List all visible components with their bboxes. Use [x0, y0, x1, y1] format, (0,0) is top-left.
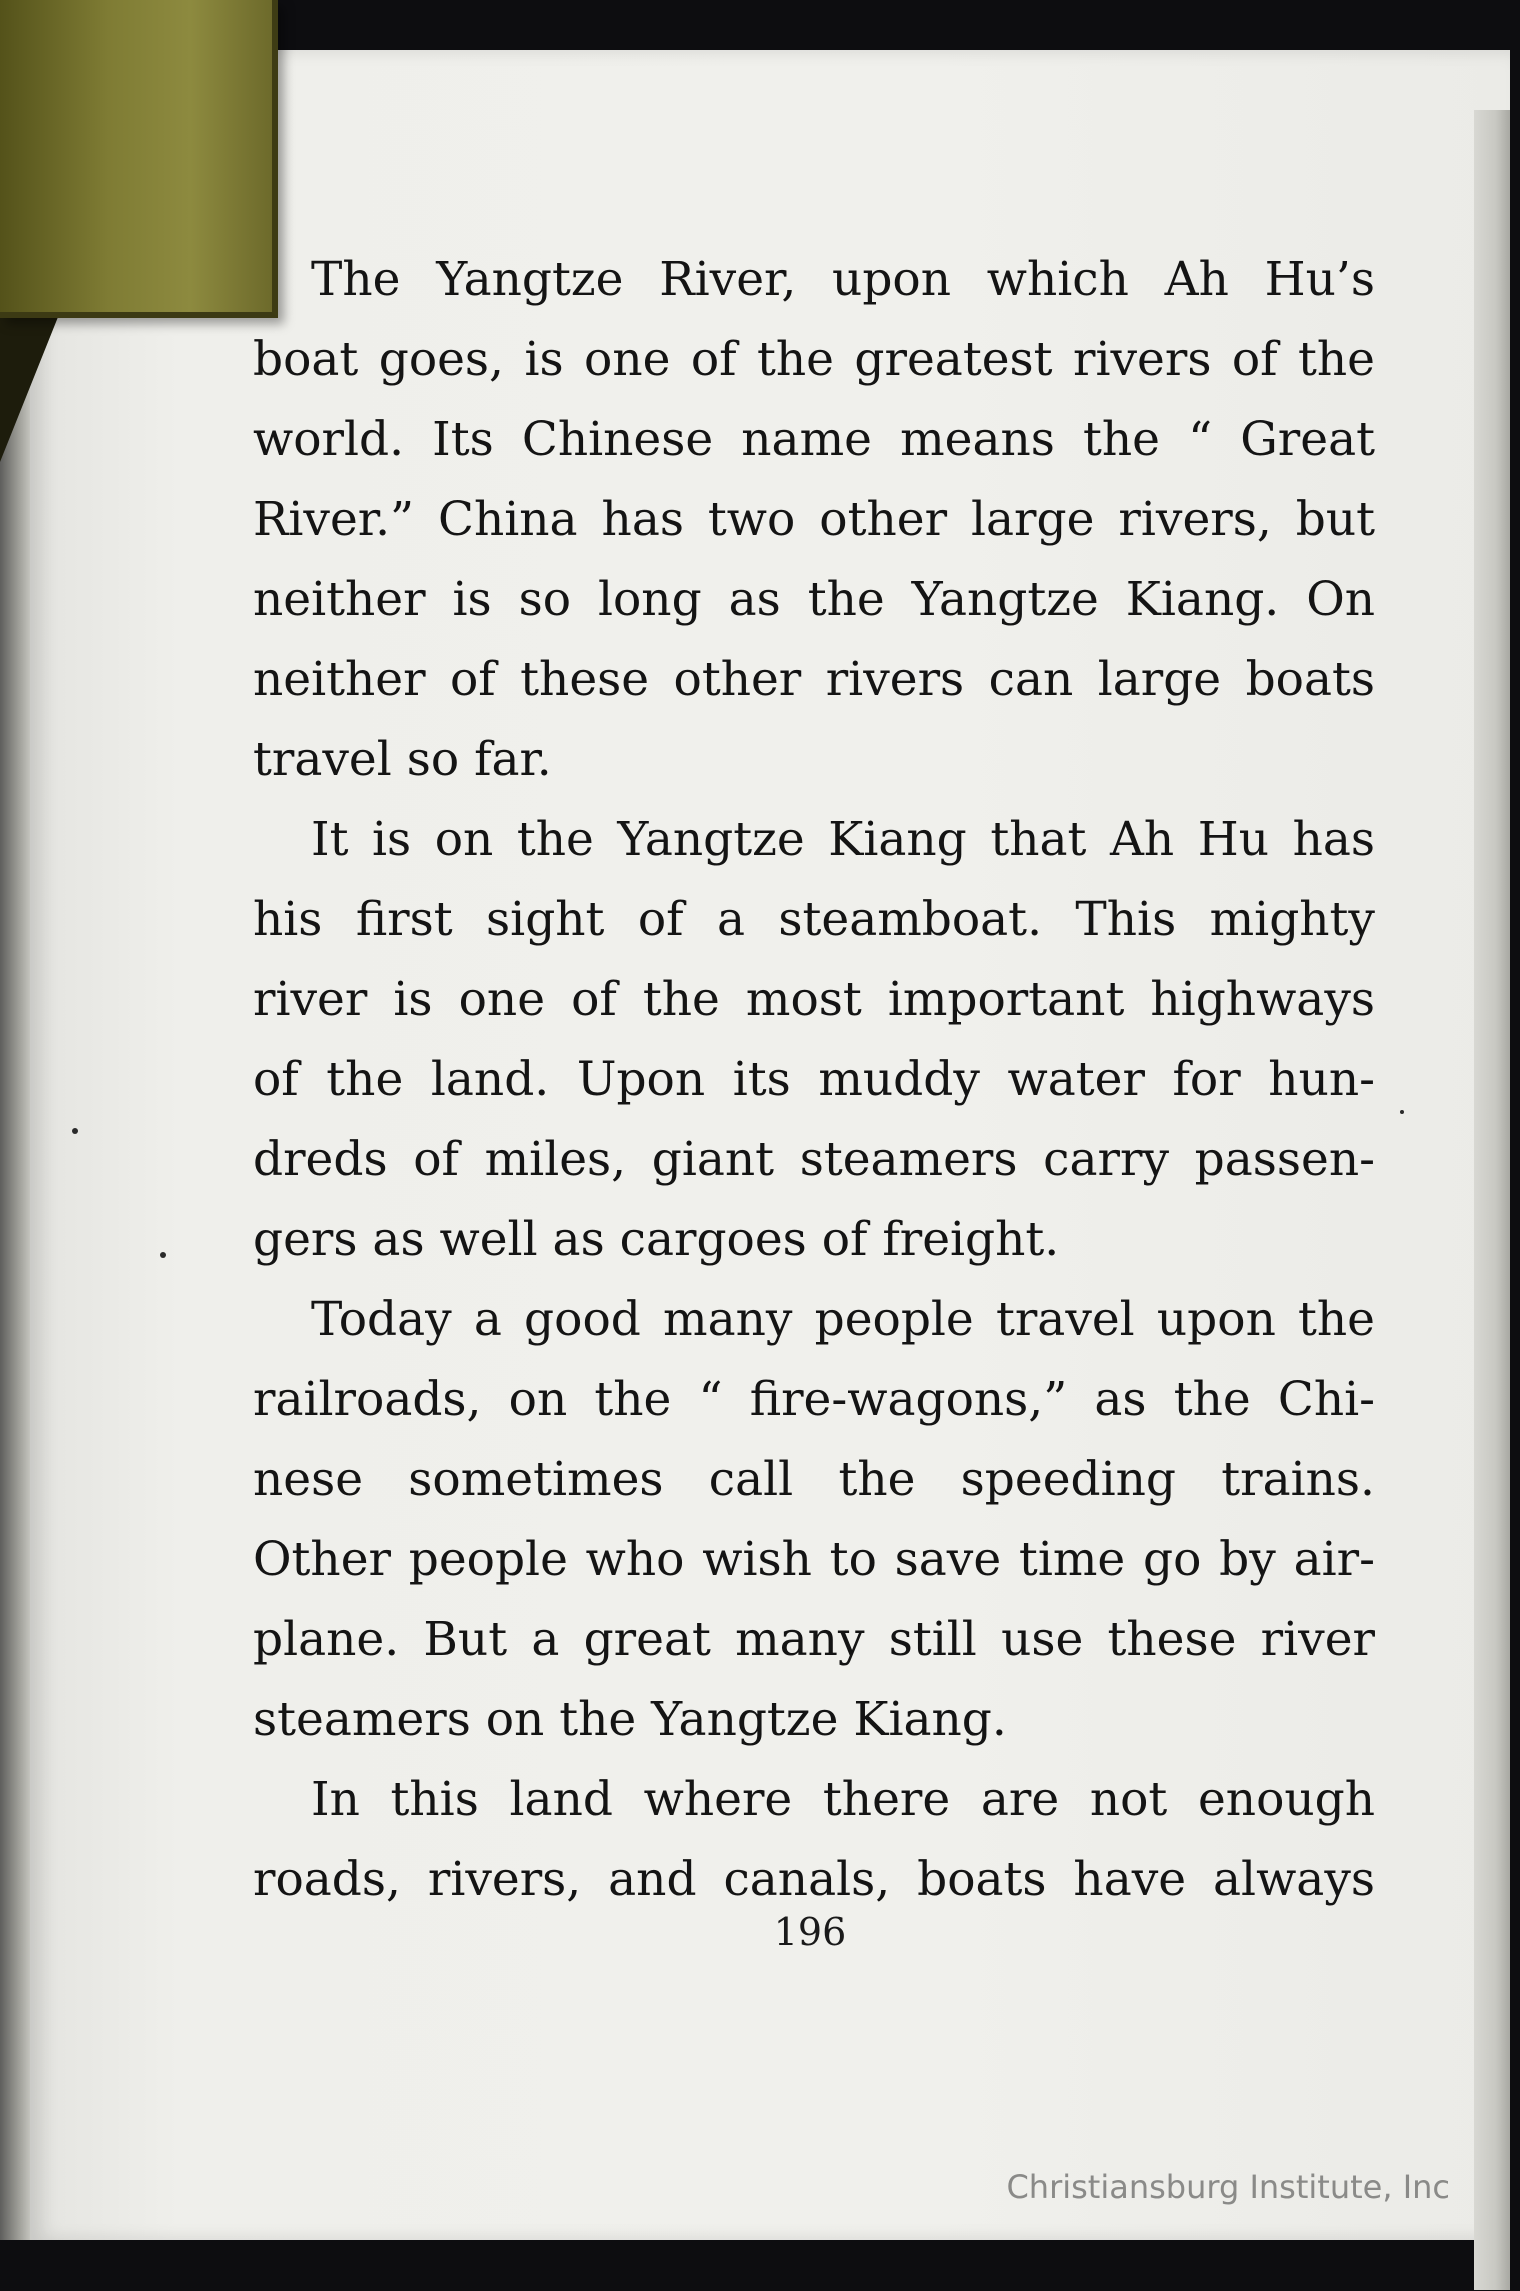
- text-line: It is on the Yangtze Kiang that Ah Hu has: [311, 812, 1375, 867]
- text-line: boat goes, is one of the greatest rivers of the: [253, 332, 1375, 387]
- text-line: travel so far.: [253, 732, 552, 787]
- text-line: railroads, on the “ fire-wagons,” as the Chi-: [253, 1372, 1375, 1427]
- text-line: River.” China has two other large rivers, but: [253, 492, 1375, 547]
- text-line: nese sometimes call the speeding trains.: [253, 1452, 1375, 1507]
- page-right-edge: [1474, 110, 1510, 2290]
- watermark-text: Christiansburg Institute, Inc: [1006, 2168, 1450, 2206]
- bookmark-ribbon: [0, 0, 278, 318]
- text-line: neither of these other rivers can large boats: [253, 652, 1375, 707]
- text-line: plane. But a great many still use these river: [253, 1612, 1375, 1667]
- text-line: Other people who wish to save time go by air-: [253, 1532, 1375, 1587]
- paper-speck: [1400, 1110, 1404, 1114]
- text-line: The Yangtze River, upon which Ah Hu’s: [311, 252, 1375, 307]
- bookmark-shadow: [0, 312, 60, 462]
- text-line: of the land. Upon its muddy water for hun-: [253, 1052, 1375, 1107]
- text-line: In this land where there are not enough: [311, 1772, 1375, 1827]
- text-line: world. Its Chinese name means the “ Great: [253, 412, 1375, 467]
- text-line: neither is so long as the Yangtze Kiang. On: [253, 572, 1375, 627]
- paper-speck: [72, 1128, 78, 1134]
- text-line: Today a good many people travel upon the: [311, 1292, 1375, 1347]
- text-line: roads, rivers, and canals, boats have always: [253, 1852, 1375, 1907]
- text-line: his first sight of a steamboat. This mighty: [253, 892, 1375, 947]
- body-text: [253, 240, 1375, 1920]
- text-line: steamers on the Yangtze Kiang.: [253, 1692, 1007, 1747]
- paper-speck: [160, 1252, 166, 1258]
- text-line: gers as well as cargoes of freight.: [253, 1212, 1060, 1267]
- text-line: dreds of miles, giant steamers carry passen-: [253, 1132, 1375, 1187]
- page-number: 196: [773, 1910, 847, 1954]
- text-line: river is one of the most important highways: [253, 972, 1375, 1027]
